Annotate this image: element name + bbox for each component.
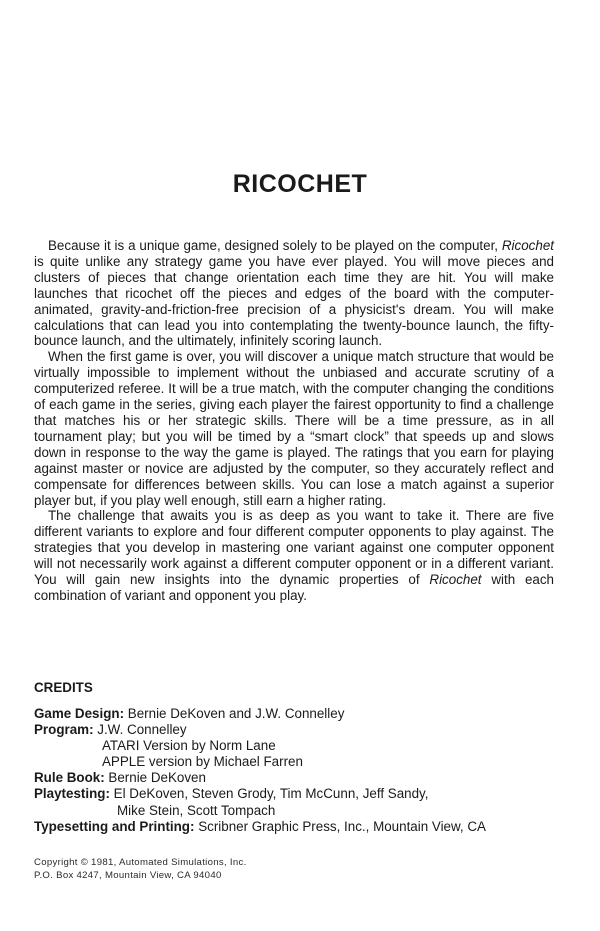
- address-line: P.O. Box 4247, Mountain View, CA 94040: [34, 870, 222, 881]
- credit-game-design: [34, 706, 564, 722]
- paragraph-3-text-a: The challenge that awaits you is as deep as you want to take it. There are five different variants to explore and four different computer opponents to play against. The strategies that you develop in mastering one variant against one computer opponent will not necessarily work against a different computer opponent or in a different variant. You will gain new insights into the dynamic properties of: [34, 508, 554, 588]
- credit-playtesting-value-1: El DeKoven, Steven Grody, Tim McCunn, Jeff Sandy,: [113, 786, 429, 802]
- credit-program-value: J.W. Connelley: [97, 722, 187, 738]
- credit-playtesting-label: Playtesting:: [34, 786, 110, 802]
- paragraph-1-game-name: Ricochet: [501, 238, 554, 253]
- credit-program-label: Program:: [34, 722, 94, 738]
- credit-typesetting-value: Scribner Graphic Press, Inc., Mountain View, CA: [198, 818, 486, 834]
- credit-rule-book-value: Bernie DeKoven: [108, 770, 206, 786]
- copyright-notice: [34, 856, 247, 882]
- copyright-line: Copyright © 1981, Automated Simulations, Inc.: [34, 857, 247, 868]
- paragraph-3-text-b: with each combination of variant and opponent you play.: [34, 572, 554, 603]
- intro-text: [34, 238, 554, 604]
- credit-typesetting-label: Typesetting and Printing:: [34, 818, 195, 834]
- paragraph-1: [34, 238, 554, 349]
- paragraph-1-text-b: is quite unlike any strategy game you have ever played. You will move pieces and clusters of pieces that change orientation each time they are hit. You will make launches that ricochet off the pieces and edges of the board with the computer-animated, gravity-and-friction-free precision of a physicist's dream. You will make calculations that can lead you into contemplating the twenty-bounce launch, the fifty-bounce launch, and the ultimately, infinitely scoring launch.: [34, 253, 554, 349]
- credit-rule-book: [34, 770, 564, 786]
- credit-game-design-value: Bernie DeKoven and J.W. Connelley: [127, 706, 345, 721]
- paragraph-2-text: When the first game is over, you will discover a unique match structure that would be virtually impossible to implement without the unbiased and accurate scrutiny of a computerized referee. It will be a true match, with the computer changing the conditions of each game in the series, giving each player the fairest opportunity to find a challenge that matches his or her strategic skills. There will be a time pressure, as in all tournament play; but you will be timed by a “smart clock” that speeds up and slows down in response to the way the game is played. The ratings that you earn for playing against master or novice are adjusted by the computer, so they accurately reflect and compensate for differences between skills. You can lose a match against a superior player but, if you play well enough, still earn a higher rating.: [34, 349, 554, 508]
- credit-playtesting-continued: Mike Stein, Scott Tompach: [117, 802, 276, 818]
- paragraph-3: [34, 508, 554, 603]
- credit-playtesting: [34, 786, 564, 802]
- credit-atari-version: ATARI Version by Norm Lane: [102, 738, 276, 754]
- credits-heading: CREDITS: [34, 680, 93, 695]
- credit-rule-book-label: Rule Book:: [34, 770, 105, 786]
- credits-list: [34, 706, 564, 835]
- paragraph-3-game-name: Ricochet: [429, 572, 482, 588]
- credit-apple-version: APPLE version by Michael Farren: [102, 754, 303, 770]
- paragraph-2: [34, 349, 554, 508]
- page-title: RICOCHET: [232, 170, 368, 198]
- credit-game-design-label: Game Design:: [34, 706, 125, 721]
- paragraph-1-text-a: Because it is a unique game, designed solely to be played on the computer,: [48, 238, 502, 253]
- credit-program: [34, 722, 564, 738]
- credit-typesetting: [34, 819, 564, 835]
